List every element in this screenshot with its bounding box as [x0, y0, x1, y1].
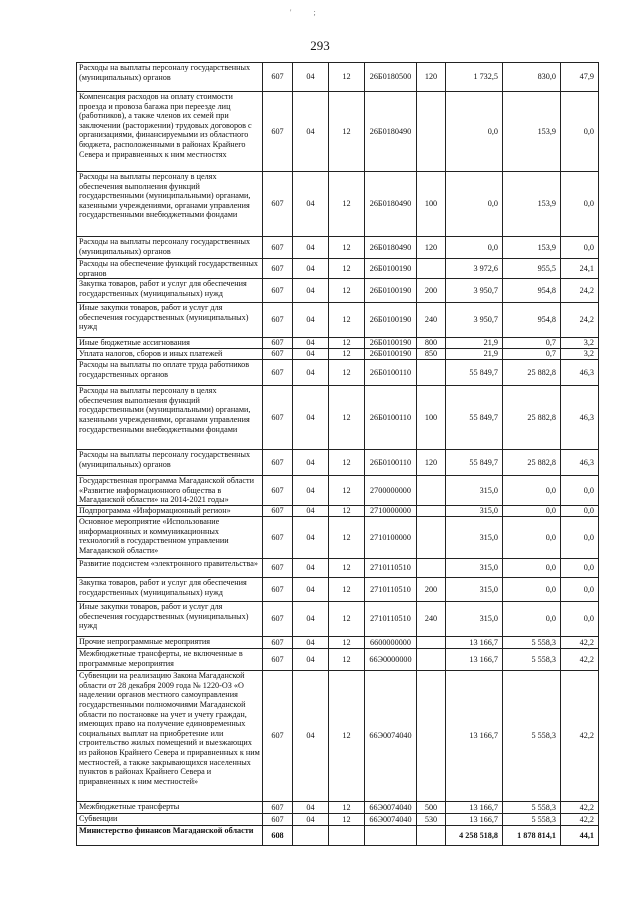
row-subsection: 12	[329, 578, 365, 602]
row-expense-type: 530	[417, 814, 446, 826]
row-ministry: 607	[263, 517, 293, 559]
row-expense-type: 850	[417, 349, 446, 360]
row-percent: 42,2	[561, 802, 599, 814]
row-percent: 0,0	[561, 237, 599, 259]
row-percent: 24,2	[561, 303, 599, 338]
row-actual: 25 882,8	[503, 386, 561, 450]
table-row	[77, 386, 599, 450]
row-plan: 13 166,7	[446, 802, 503, 814]
row-target: 26Б0180490	[365, 237, 417, 259]
row-name: Субвенции	[77, 814, 263, 826]
row-ministry: 607	[263, 637, 293, 649]
row-actual: 153,9	[503, 172, 561, 237]
row-plan: 315,0	[446, 517, 503, 559]
row-expense-type	[417, 517, 446, 559]
row-section: 04	[293, 360, 329, 386]
row-actual: 0,0	[503, 602, 561, 637]
row-section: 04	[293, 172, 329, 237]
row-section: 04	[293, 386, 329, 450]
row-ministry: 607	[263, 602, 293, 637]
row-name: Государственная программа Магаданской области «Развитие информационного общества в Магаданской области» на 2014-2021 годы»	[77, 476, 263, 506]
row-percent: 24,2	[561, 279, 599, 303]
row-target: 26Б0100190	[365, 259, 417, 279]
row-percent: 42,2	[561, 671, 599, 802]
row-plan: 13 166,7	[446, 637, 503, 649]
row-expense-type	[417, 92, 446, 172]
row-percent: 0,0	[561, 172, 599, 237]
row-ministry: 607	[263, 360, 293, 386]
row-ministry: 607	[263, 237, 293, 259]
row-target: 26Б0100190	[365, 303, 417, 338]
row-ministry: 607	[263, 386, 293, 450]
row-plan: 315,0	[446, 578, 503, 602]
row-target: 26Б0180490	[365, 92, 417, 172]
row-plan: 21,9	[446, 349, 503, 360]
row-section	[293, 826, 329, 846]
table-row	[77, 259, 599, 279]
table-row	[77, 671, 599, 802]
row-name: Подпрограмма «Информационный регион»	[77, 506, 263, 517]
row-subsection: 12	[329, 172, 365, 237]
row-name: Расходы на выплаты по оплате труда работников государственных органов	[77, 360, 263, 386]
row-actual: 5 558,3	[503, 814, 561, 826]
row-name: Расходы на обеспечение функций государственных органов	[77, 259, 263, 279]
row-actual: 25 882,8	[503, 450, 561, 476]
row-name: Компенсация расходов на оплату стоимости проезда и провоза багажа при переезде лиц (работников), а также членов их семей при заключении (расторжении) трудовых договоров с организациями, финансируемыми из областного бюджета, расположенными в районах Крайнего Севера и приравненных к ним местностях	[77, 92, 263, 172]
row-ministry: 607	[263, 338, 293, 349]
row-name: Межбюджетные трансферты, не включенные в программные мероприятия	[77, 649, 263, 671]
table-row	[77, 602, 599, 637]
row-name: Субвенции на реализацию Закона Магаданской области от 28 декабря 2009 года № 1220-ОЗ «О наделении органов местного самоуправления государственными полномочиями Магаданской области по постановке на учет и учету граждан, имеющих право на получение единовременных социальных выплат на приобретение или строительство жилых помещений и выезжающих из районов Крайнего Севера и приравненных к ним местностей, а также закрывающихся населенных пунктов в районах Крайнего Севера и приравненных к ним местностей»	[77, 671, 263, 802]
row-section: 04	[293, 450, 329, 476]
row-expense-type	[417, 671, 446, 802]
row-ministry: 607	[263, 506, 293, 517]
row-section: 04	[293, 637, 329, 649]
row-actual: 153,9	[503, 237, 561, 259]
row-plan: 55 849,7	[446, 386, 503, 450]
table-row	[77, 637, 599, 649]
row-ministry: 607	[263, 279, 293, 303]
table-row	[77, 172, 599, 237]
table-row	[77, 303, 599, 338]
row-target: 26Б0100110	[365, 360, 417, 386]
row-expense-type: 240	[417, 303, 446, 338]
row-target: 2710110510	[365, 578, 417, 602]
row-section: 04	[293, 279, 329, 303]
row-percent: 42,2	[561, 649, 599, 671]
row-subsection: 12	[329, 602, 365, 637]
row-actual: 0,0	[503, 559, 561, 578]
table-row	[77, 338, 599, 349]
row-percent: 0,0	[561, 578, 599, 602]
row-section: 04	[293, 517, 329, 559]
row-actual: 955,5	[503, 259, 561, 279]
table-row	[77, 578, 599, 602]
row-name: Прочие непрограммные мероприятия	[77, 637, 263, 649]
row-plan: 13 166,7	[446, 814, 503, 826]
row-percent: 44,1	[561, 826, 599, 846]
table-row	[77, 450, 599, 476]
table-row	[77, 826, 599, 846]
row-plan: 315,0	[446, 506, 503, 517]
row-actual: 5 558,3	[503, 671, 561, 802]
table-row	[77, 237, 599, 259]
row-subsection: 12	[329, 506, 365, 517]
row-subsection: 12	[329, 279, 365, 303]
row-ministry: 607	[263, 92, 293, 172]
table-row	[77, 559, 599, 578]
row-percent: 46,3	[561, 360, 599, 386]
row-section: 04	[293, 303, 329, 338]
row-name: Расходы на выплаты персоналу государственных (муниципальных) органов	[77, 450, 263, 476]
row-subsection: 12	[329, 517, 365, 559]
row-subsection: 12	[329, 559, 365, 578]
row-section: 04	[293, 63, 329, 92]
row-subsection: 12	[329, 338, 365, 349]
row-name: Расходы на выплаты персоналу государственных (муниципальных) органов	[77, 237, 263, 259]
row-subsection: 12	[329, 386, 365, 450]
table-row	[77, 506, 599, 517]
row-ministry: 607	[263, 649, 293, 671]
row-section: 04	[293, 259, 329, 279]
row-target: 66Э0074040	[365, 671, 417, 802]
row-target: 26Б0100110	[365, 450, 417, 476]
row-plan: 3 950,7	[446, 279, 503, 303]
row-name: Иные закупки товаров, работ и услуг для обеспечения государственных (муниципальных) нужд	[77, 303, 263, 338]
row-percent: 46,3	[561, 386, 599, 450]
row-subsection: 12	[329, 814, 365, 826]
row-actual: 0,7	[503, 349, 561, 360]
row-target	[365, 826, 417, 846]
row-section: 04	[293, 578, 329, 602]
row-name: Уплата налогов, сборов и иных платежей	[77, 349, 263, 360]
row-plan: 55 849,7	[446, 450, 503, 476]
row-subsection: 12	[329, 802, 365, 814]
row-ministry: 607	[263, 172, 293, 237]
row-expense-type	[417, 826, 446, 846]
row-subsection: 12	[329, 450, 365, 476]
row-plan: 0,0	[446, 237, 503, 259]
table-row	[77, 349, 599, 360]
row-section: 04	[293, 802, 329, 814]
row-expense-type: 100	[417, 172, 446, 237]
row-name: Закупка товаров, работ и услуг для обеспечения государственных (муниципальных) нужд	[77, 279, 263, 303]
row-actual: 5 558,3	[503, 637, 561, 649]
row-section: 04	[293, 476, 329, 506]
row-expense-type: 500	[417, 802, 446, 814]
row-target: 6600000000	[365, 637, 417, 649]
table-row	[77, 360, 599, 386]
scan-mark: ' ;	[290, 8, 326, 17]
row-expense-type	[417, 637, 446, 649]
row-ministry: 607	[263, 450, 293, 476]
row-plan: 13 166,7	[446, 649, 503, 671]
row-actual: 153,9	[503, 92, 561, 172]
row-percent: 42,2	[561, 814, 599, 826]
table-row	[77, 92, 599, 172]
row-subsection: 12	[329, 303, 365, 338]
row-actual: 0,0	[503, 476, 561, 506]
row-name: Основное мероприятие «Использование информационных и коммуникационных технологий в государственном управлении Магаданской области»	[77, 517, 263, 559]
row-target: 26Б0100190	[365, 279, 417, 303]
row-subsection: 12	[329, 476, 365, 506]
row-ministry: 607	[263, 63, 293, 92]
row-actual: 0,0	[503, 578, 561, 602]
row-percent: 3,2	[561, 338, 599, 349]
row-subsection: 12	[329, 649, 365, 671]
row-subsection: 12	[329, 259, 365, 279]
row-percent: 0,0	[561, 476, 599, 506]
row-plan: 3 972,6	[446, 259, 503, 279]
row-percent: 0,0	[561, 506, 599, 517]
row-percent: 46,3	[561, 450, 599, 476]
table-row	[77, 517, 599, 559]
table-row	[77, 802, 599, 814]
row-actual: 954,8	[503, 303, 561, 338]
row-actual: 5 558,3	[503, 802, 561, 814]
row-plan: 315,0	[446, 476, 503, 506]
row-target: 66Э0074040	[365, 802, 417, 814]
row-section: 04	[293, 671, 329, 802]
row-subsection: 12	[329, 63, 365, 92]
row-expense-type: 120	[417, 63, 446, 92]
row-percent: 0,0	[561, 92, 599, 172]
row-name: Министерство финансов Магаданской области	[77, 826, 263, 846]
row-name: Иные закупки товаров, работ и услуг для обеспечения государственных (муниципальных) нужд	[77, 602, 263, 637]
row-ministry: 607	[263, 578, 293, 602]
row-plan: 0,0	[446, 92, 503, 172]
row-percent: 0,0	[561, 602, 599, 637]
row-ministry: 607	[263, 559, 293, 578]
table-row	[77, 814, 599, 826]
row-section: 04	[293, 349, 329, 360]
row-plan: 13 166,7	[446, 671, 503, 802]
row-expense-type: 120	[417, 450, 446, 476]
row-target: 2710110510	[365, 559, 417, 578]
table-row	[77, 649, 599, 671]
budget-table	[76, 62, 599, 846]
row-expense-type: 200	[417, 578, 446, 602]
row-percent: 47,9	[561, 63, 599, 92]
row-expense-type	[417, 649, 446, 671]
row-subsection: 12	[329, 237, 365, 259]
row-actual: 0,0	[503, 517, 561, 559]
row-plan: 4 258 518,8	[446, 826, 503, 846]
row-subsection: 12	[329, 349, 365, 360]
row-expense-type	[417, 360, 446, 386]
row-subsection: 12	[329, 637, 365, 649]
row-actual: 0,0	[503, 506, 561, 517]
row-plan: 0,0	[446, 172, 503, 237]
row-plan: 55 849,7	[446, 360, 503, 386]
row-target: 26Б0100110	[365, 386, 417, 450]
row-ministry: 607	[263, 671, 293, 802]
row-plan: 315,0	[446, 602, 503, 637]
row-target: 2710000000	[365, 506, 417, 517]
row-section: 04	[293, 237, 329, 259]
row-percent: 24,1	[561, 259, 599, 279]
row-name: Расходы на выплаты персоналу в целях обеспечения выполнения функций государственными (муниципальными) органами, казенными учреждениями, органами управления государственными внебюджетными фондами	[77, 386, 263, 450]
row-target: 2700000000	[365, 476, 417, 506]
row-expense-type: 240	[417, 602, 446, 637]
row-ministry: 607	[263, 303, 293, 338]
row-percent: 3,2	[561, 349, 599, 360]
row-name: Закупка товаров, работ и услуг для обеспечения государственных (муниципальных) нужд	[77, 578, 263, 602]
row-section: 04	[293, 602, 329, 637]
row-section: 04	[293, 92, 329, 172]
row-name: Развитие подсистем «электронного правительства»	[77, 559, 263, 578]
row-section: 04	[293, 559, 329, 578]
row-target: 2710110510	[365, 602, 417, 637]
row-target: 26Б0100190	[365, 338, 417, 349]
table-row	[77, 476, 599, 506]
row-ministry: 607	[263, 814, 293, 826]
row-name: Расходы на выплаты персоналу государственных (муниципальных) органов	[77, 63, 263, 92]
row-section: 04	[293, 814, 329, 826]
row-plan: 315,0	[446, 559, 503, 578]
row-percent: 0,0	[561, 517, 599, 559]
row-section: 04	[293, 506, 329, 517]
row-actual: 954,8	[503, 279, 561, 303]
row-expense-type	[417, 476, 446, 506]
row-section: 04	[293, 649, 329, 671]
row-expense-type: 800	[417, 338, 446, 349]
row-actual: 25 882,8	[503, 360, 561, 386]
row-subsection: 12	[329, 671, 365, 802]
table-row	[77, 279, 599, 303]
row-target: 26Б0180500	[365, 63, 417, 92]
row-actual: 0,7	[503, 338, 561, 349]
row-expense-type	[417, 259, 446, 279]
row-ministry: 607	[263, 349, 293, 360]
row-expense-type: 120	[417, 237, 446, 259]
row-target: 66Э0000000	[365, 649, 417, 671]
row-plan: 3 950,7	[446, 303, 503, 338]
row-name: Межбюджетные трансферты	[77, 802, 263, 814]
table-row	[77, 63, 599, 92]
row-plan: 21,9	[446, 338, 503, 349]
row-ministry: 607	[263, 802, 293, 814]
row-plan: 1 732,5	[446, 63, 503, 92]
row-actual: 5 558,3	[503, 649, 561, 671]
row-target: 26Б0180490	[365, 172, 417, 237]
row-ministry: 607	[263, 476, 293, 506]
row-target: 66Э0074040	[365, 814, 417, 826]
row-ministry: 608	[263, 826, 293, 846]
row-section: 04	[293, 338, 329, 349]
row-name: Расходы на выплаты персоналу в целях обеспечения выполнения функций государственными (муниципальными) органами, казенными учреждениями, органами управления государственными внебюджетными фондами	[77, 172, 263, 237]
row-percent: 0,0	[561, 559, 599, 578]
row-name: Иные бюджетные ассигнования	[77, 338, 263, 349]
row-expense-type: 100	[417, 386, 446, 450]
row-actual: 1 878 814,1	[503, 826, 561, 846]
row-expense-type: 200	[417, 279, 446, 303]
row-percent: 42,2	[561, 637, 599, 649]
row-target: 2710100000	[365, 517, 417, 559]
row-subsection: 12	[329, 360, 365, 386]
row-ministry: 607	[263, 259, 293, 279]
row-expense-type	[417, 559, 446, 578]
row-subsection	[329, 826, 365, 846]
row-actual: 830,0	[503, 63, 561, 92]
row-subsection: 12	[329, 92, 365, 172]
row-target: 26Б0100190	[365, 349, 417, 360]
row-expense-type	[417, 506, 446, 517]
page-number: 293	[310, 38, 330, 53]
